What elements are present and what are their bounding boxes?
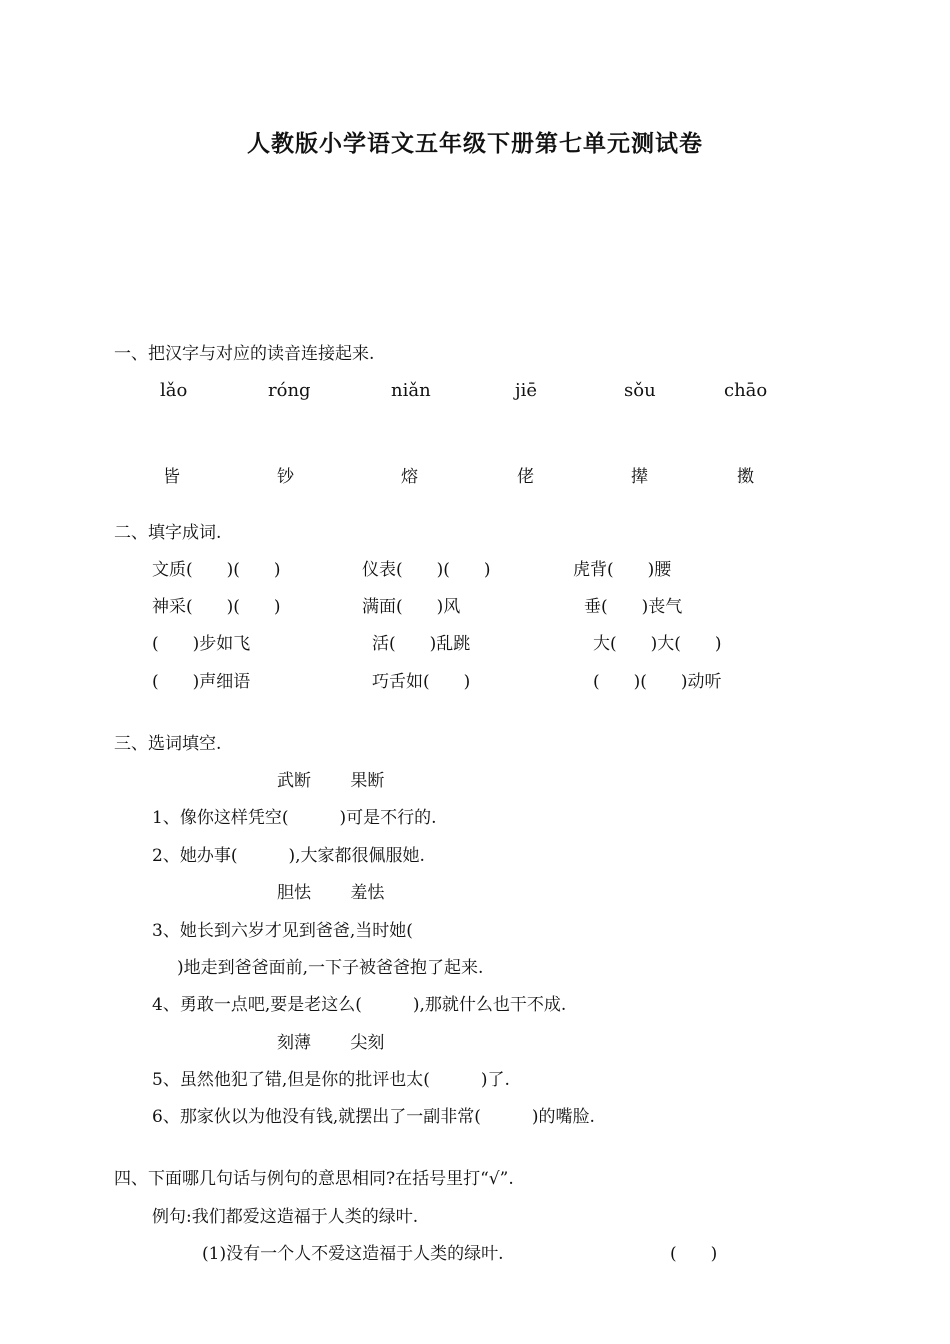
section1-heading: 一、把汉字与对应的读音连接起来. bbox=[114, 344, 375, 364]
question-3: 3、她长到六岁才见到爸爸,当时她( bbox=[152, 921, 413, 941]
answer-blank: ( ) bbox=[670, 1244, 718, 1264]
fill-word: ( )声细语 bbox=[152, 672, 251, 692]
word-pair: 刻薄 尖刻 bbox=[277, 1033, 385, 1053]
section4-heading: 四、下面哪几句话与例句的意思相同?在括号里打“√”. bbox=[114, 1169, 514, 1189]
pinyin-2: róng bbox=[268, 380, 311, 401]
char-6: 擞 bbox=[737, 467, 754, 487]
char-2: 钞 bbox=[277, 467, 294, 487]
fill-word: 虎背( )腰 bbox=[573, 560, 672, 580]
fill-word: 仪表( )( ) bbox=[362, 560, 491, 580]
fill-word: 神采( )( ) bbox=[152, 597, 281, 617]
fill-word: 大( )大( ) bbox=[593, 634, 722, 654]
section3-heading: 三、选词填空. bbox=[114, 734, 222, 754]
fill-word: 满面( )风 bbox=[362, 597, 461, 617]
question-4: 4、勇敢一点吧,要是老这么( ),那就什么也干不成. bbox=[152, 995, 567, 1015]
char-5: 撵 bbox=[631, 467, 648, 487]
word-pair: 武断 果断 bbox=[277, 771, 385, 791]
question-3-continued: )地走到爸爸面前,一下子被爸爸抱了起来. bbox=[177, 958, 484, 978]
question-6: 6、那家伙以为他没有钱,就摆出了一副非常( )的嘴脸. bbox=[152, 1107, 595, 1127]
pinyin-1: lǎo bbox=[160, 380, 188, 401]
fill-word: 垂( )丧气 bbox=[584, 597, 683, 617]
section2-heading: 二、填字成词. bbox=[114, 523, 222, 543]
pinyin-6: chāo bbox=[724, 380, 768, 401]
fill-word: 文质( )( ) bbox=[152, 560, 281, 580]
example-sentence: 例句:我们都爱这造福于人类的绿叶. bbox=[152, 1207, 419, 1227]
fill-word: ( )步如飞 bbox=[152, 634, 251, 654]
pinyin-5: sǒu bbox=[624, 380, 656, 401]
char-4: 佬 bbox=[517, 467, 534, 487]
fill-word: 巧舌如( ) bbox=[372, 672, 471, 692]
item-1: (1)没有一个人不爱这造福于人类的绿叶. bbox=[202, 1244, 504, 1264]
pinyin-4: jiē bbox=[515, 380, 537, 401]
question-2: 2、她办事( ),大家都很佩服她. bbox=[152, 846, 425, 866]
char-3: 熔 bbox=[401, 467, 418, 487]
page-title: 人教版小学语文五年级下册第七单元测试卷 bbox=[247, 131, 703, 157]
pinyin-3: niǎn bbox=[391, 380, 431, 401]
question-5: 5、虽然他犯了错,但是你的批评也太( )了. bbox=[152, 1070, 510, 1090]
word-pair: 胆怯 羞怯 bbox=[277, 883, 385, 903]
char-1: 皆 bbox=[163, 467, 180, 487]
fill-word: ( )( )动听 bbox=[593, 672, 722, 692]
question-1: 1、像你这样凭空( )可是不行的. bbox=[152, 808, 437, 828]
fill-word: 活( )乱跳 bbox=[372, 634, 471, 654]
